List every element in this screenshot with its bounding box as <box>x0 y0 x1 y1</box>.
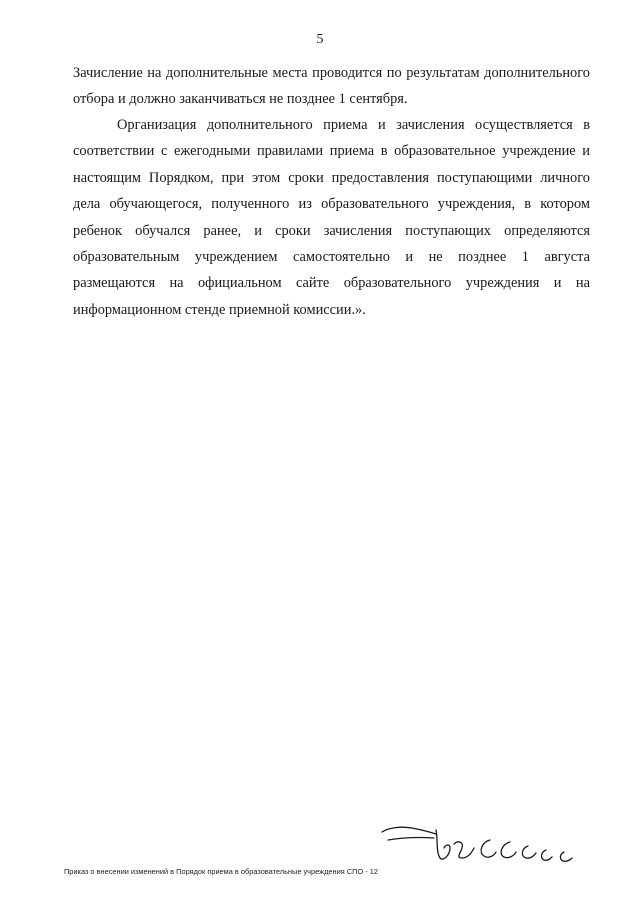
paragraph-2-text: Организация дополнительного приема и зачисления осуществляется в соответствии с ежегодными правилами приема в образовательное учреждение и настоящим Порядком, при этом сроки предоставления поступающими личного дела обучающегося, полученного из образовательного учреждения, в котором ребенок обучался ранее, и сроки зачисления поступающих определяются образовательным учреждением самостоятельно и не позднее 1 августа размещаются на официальном сайте образовательного учреждения и на информационном стенде приемной комиссии.». <box>73 117 590 318</box>
document-footer: Приказ о внесении изменений в Порядок приема в образовательные учреждения СПО - 12 <box>64 867 378 876</box>
handwritten-signature <box>378 818 578 874</box>
paragraph-1-text: Зачисление на дополнительные места проводится по результатам дополнительного отбора и должно заканчиваться не позднее 1 сентября. <box>73 65 590 108</box>
paragraph-1 <box>73 60 590 113</box>
paragraph-2 <box>73 112 590 323</box>
page-number: 5 <box>316 32 324 47</box>
